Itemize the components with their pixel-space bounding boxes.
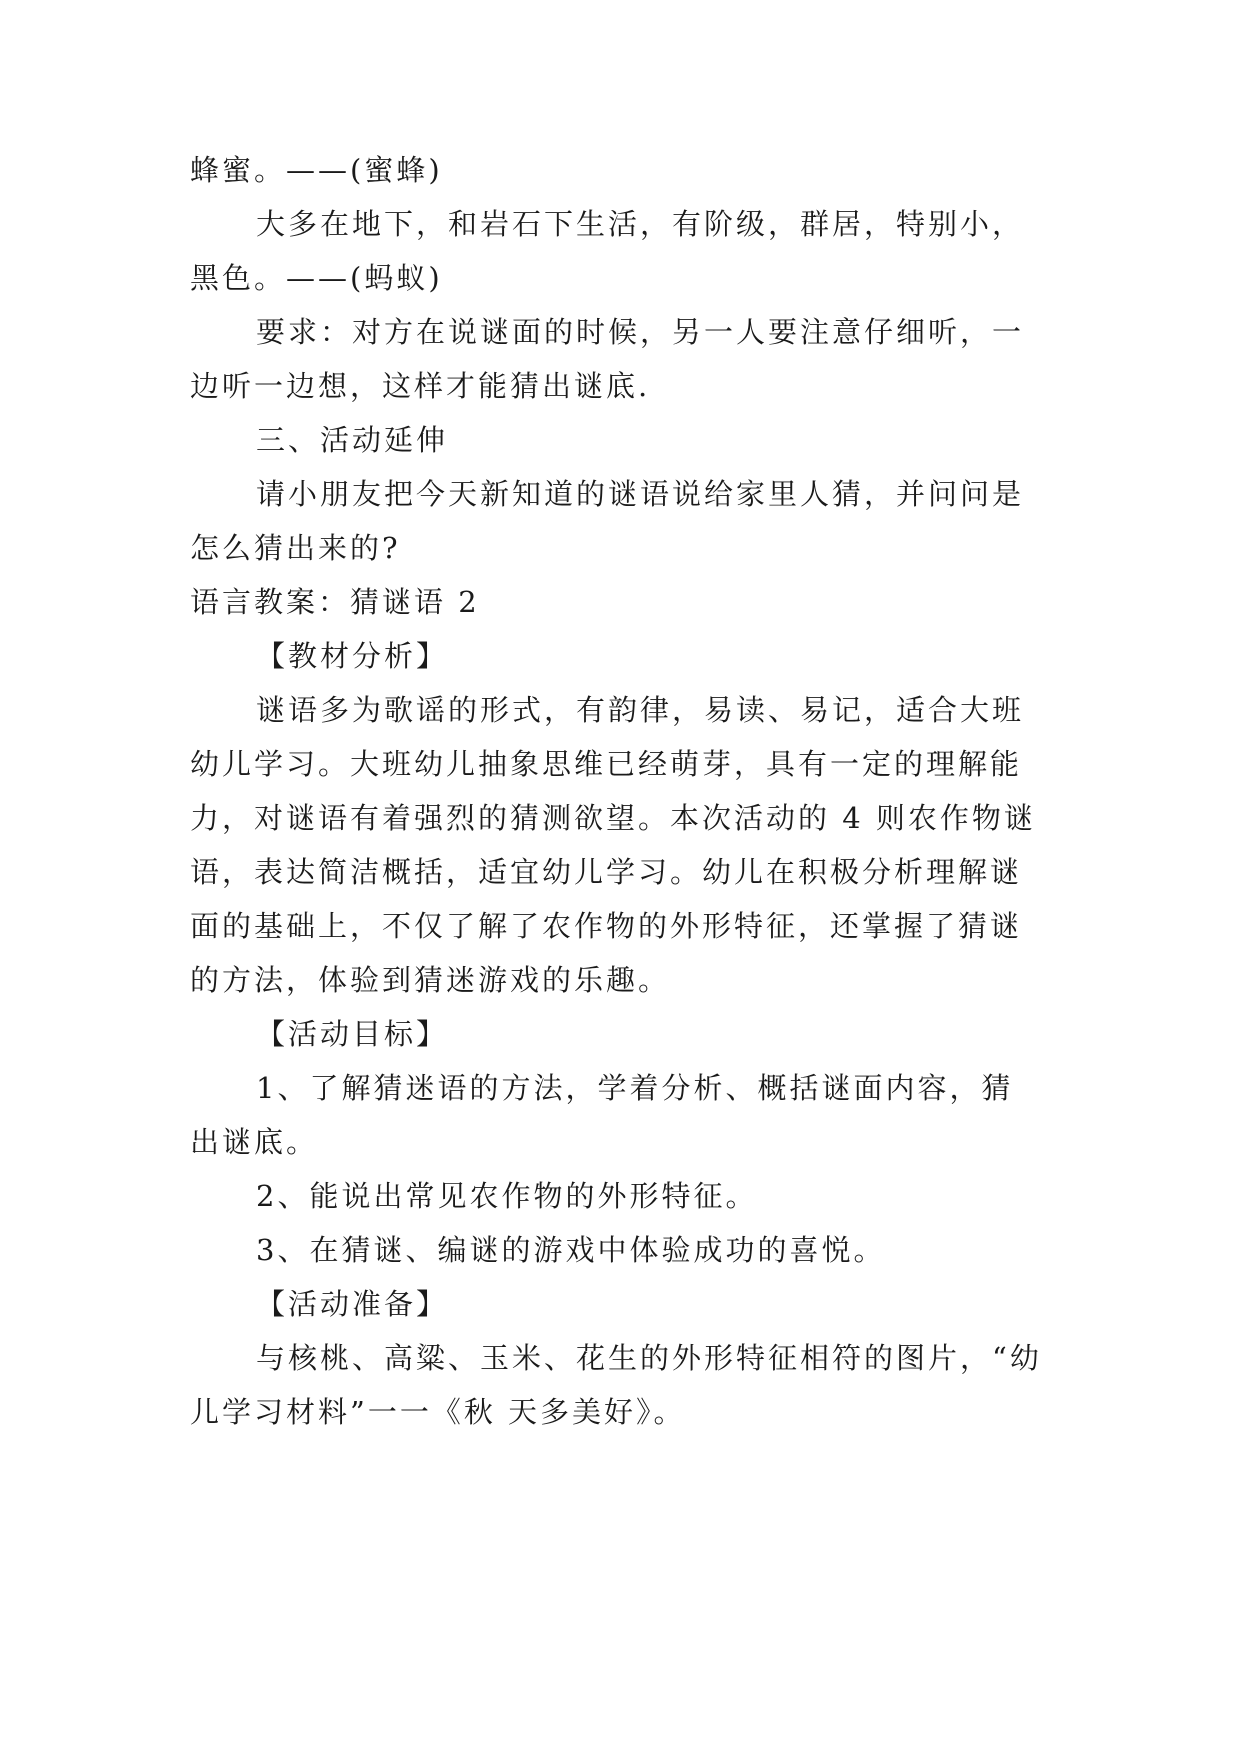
text-line: 3、在猜谜、编谜的游戏中体验成功的喜悦。 (256, 1233, 886, 1267)
text-line: 与核桃、高粱、玉米、花生的外形特征相符的图片，“幼 (256, 1341, 1042, 1375)
text-line: 黑色。——(蚂蚁) (190, 261, 443, 295)
section-heading: 【活动准备】 (256, 1287, 449, 1321)
text-line: 幼儿学习。大班幼儿抽象思维已经萌芽，具有一定的理解能 (190, 747, 1023, 781)
text-line: 儿学习材料”一一《秋 天多美好》。 (190, 1395, 686, 1429)
section-heading: 【教材分析】 (256, 639, 449, 673)
text-line: 力，对谜语有着强烈的猜测欲望。本次活动的 4 则农作物谜 (190, 801, 1036, 835)
text-line: 的方法，体验到猜迷游戏的乐趣。 (190, 963, 671, 997)
text-line: 蜂蜜。——(蜜蜂) (190, 153, 443, 187)
text-line: 要求：对方在说谜面的时候，另一人要注意仔细听，一 (256, 315, 1025, 349)
section-heading: 【活动目标】 (256, 1017, 449, 1051)
text-line: 语，表达简洁概括，适宜幼儿学习。幼儿在积极分析理解谜 (190, 855, 1023, 889)
text-line: 请小朋友把今天新知道的谜语说给家里人猜，并问问是 (256, 477, 1025, 511)
text-line: 面的基础上，不仅了解了农作物的外形特征，还掌握了猜谜 (190, 909, 1023, 943)
text-line: 大多在地下，和岩石下生活，有阶级，群居，特别小， (256, 207, 1025, 241)
text-line: 1、了解猜迷语的方法，学着分析、概括谜面内容，猜 (256, 1071, 1014, 1105)
text-line: 怎么猜出来的? (190, 531, 401, 565)
text-line: 2、能说出常见农作物的外形特征。 (256, 1179, 758, 1213)
text-line: 谜语多为歌谣的形式，有韵律，易读、易记，适合大班 (256, 693, 1025, 727)
text-line: 出谜底。 (190, 1125, 319, 1159)
text-line: 边听一边想，这样才能猜出谜底. (190, 369, 651, 403)
document-title: 语言教案：猜谜语 2 (190, 585, 480, 619)
section-heading: 三、活动延伸 (256, 423, 449, 457)
